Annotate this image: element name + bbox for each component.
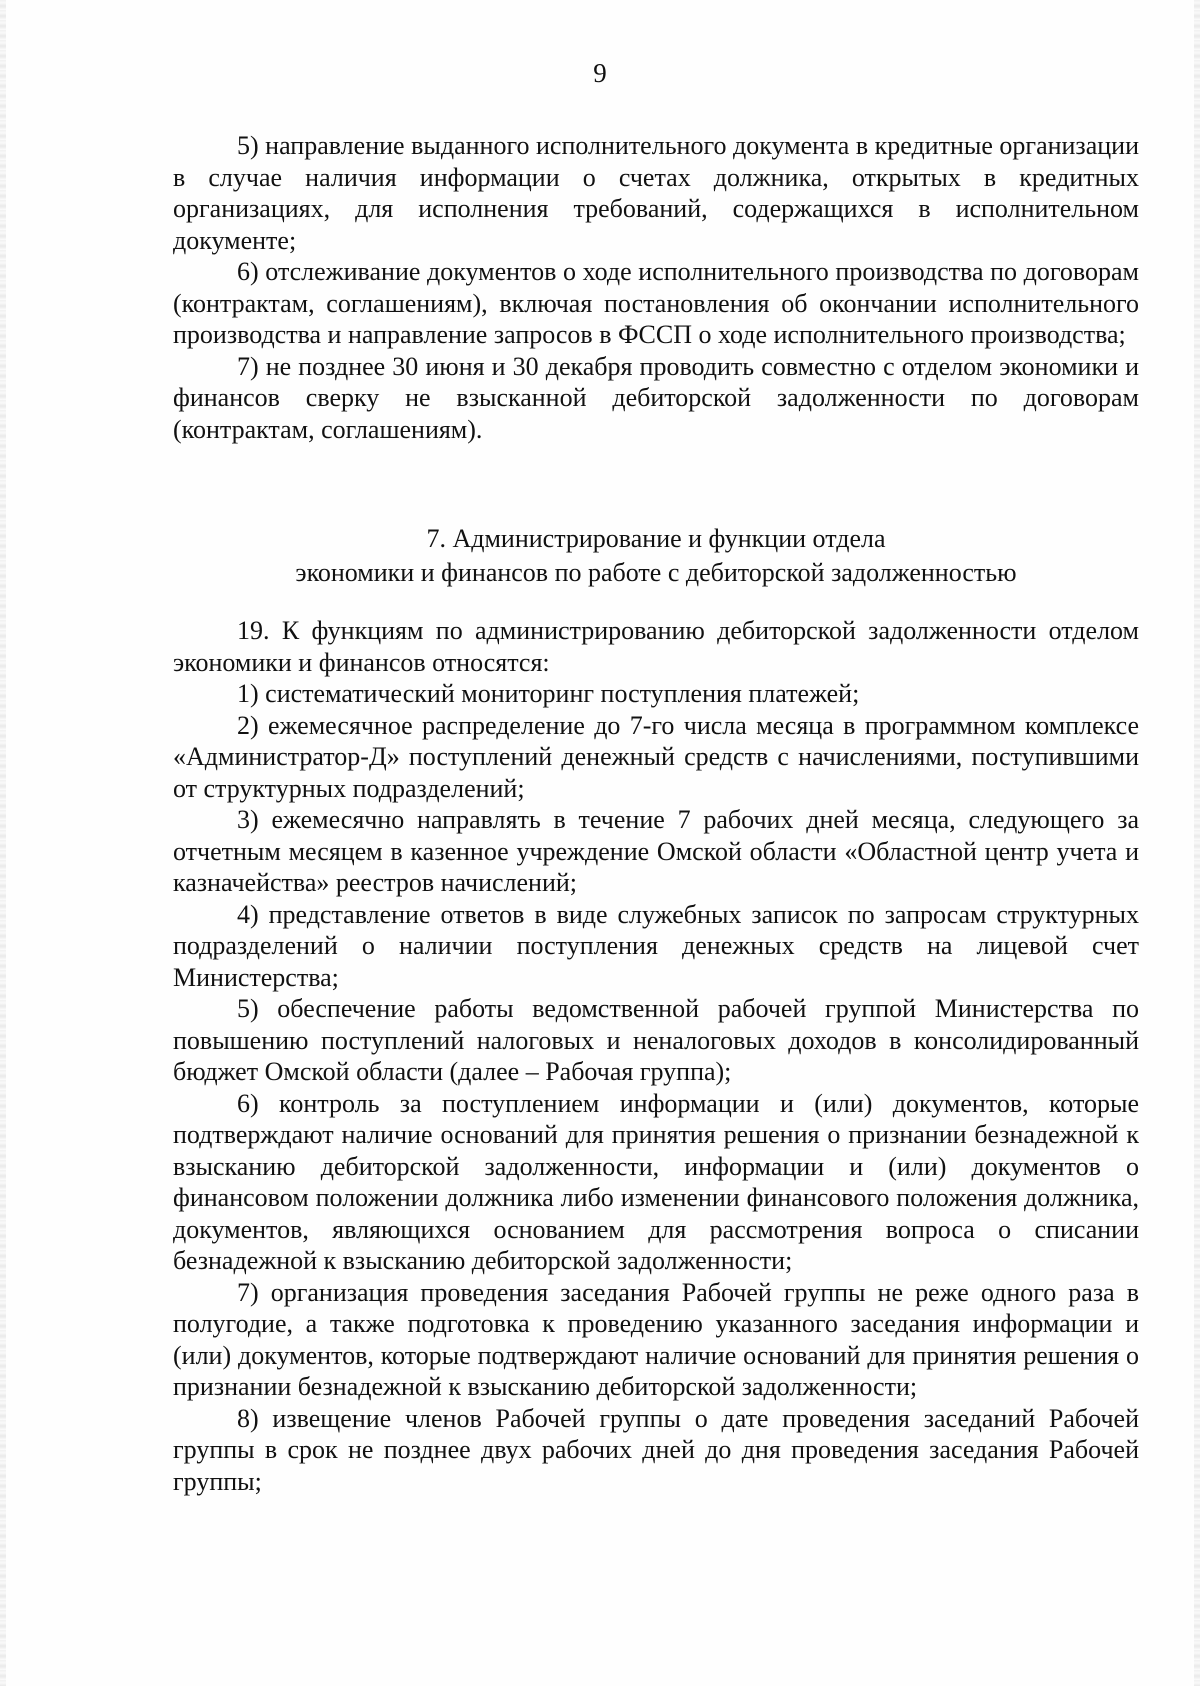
list-item: 5) направление выданного исполнительного документа в кредитные организации в случае наличия информации о счетах должника, открытых в кредитных организациях, для исполнения требований, содержащихся в исполнительном документе; — [173, 131, 1139, 255]
list-item: 6) отслеживание документов о ходе исполнительного производства по договорам (контрактам, соглашениям), включая постановления об окончании исполнительного производства и направление запросов в ФССП о ходе исполнительного производства; — [173, 257, 1139, 349]
list-item: 8) извещение членов Рабочей группы о дате проведения заседаний Рабочей группы в срок не позднее двух рабочих дней до дня проведения заседания Рабочей группы; — [173, 1403, 1139, 1496]
list-item: 7) организация проведения заседания Рабочей группы не реже одного раза в полугодие, а также подготовка к проведению указанного заседания информации и (или) документов, которые подтверждают наличие оснований для принятия решения о признании безнадежной к взысканию дебиторской задолженности; — [173, 1277, 1139, 1401]
list-item: 2) ежемесячное распределение до 7-го числа месяца в программном комплексе «Администратор-Д» поступлений денежный средств с начислениями, поступившими от структурных подразделений; — [173, 710, 1139, 803]
section-body — [173, 615, 1139, 1497]
section-heading — [173, 522, 1139, 590]
list-item: 5) обеспечение работы ведомственной рабочей группой Министерства по повышению поступлений налоговых и неналоговых доходов в консолидированный бюджет Омской области (далее – Рабочая группа); — [173, 994, 1139, 1086]
list-item: 4) представление ответов в виде служебных записок по запросам структурных подразделений о наличии поступления денежных средств на лицевой счет Министерства; — [173, 899, 1139, 992]
scan-edge-right — [1194, 0, 1200, 1686]
section-heading-line-2: экономики и финансов по работе с дебиторской задолженностью — [295, 558, 1017, 587]
clause-paragraph: 19. К функциям по администрированию дебиторской задолженности отделом экономики и финансов относятся: — [173, 616, 1139, 677]
list-item: 6) контроль за поступлением информации и (или) документов, которые подтверждают наличие оснований для принятия решения о признании безнадежной к взысканию дебиторской задолженности, информации и (или) документов о финансовом положении должника либо изменении финансового положения должника, документов, являющихся основанием для рассмотрения вопроса о списании безнадежной к взысканию дебиторской задолженности; — [173, 1088, 1139, 1275]
list-block-continued — [173, 130, 1139, 445]
list-item: 1) систематический мониторинг поступления платежей; — [237, 679, 860, 708]
list-item: 7) не позднее 30 июня и 30 декабря проводить совместно с отделом экономики и финансов сверку не взысканной дебиторской задолженности по договорам (контрактам, соглашениям). — [173, 351, 1139, 444]
list-item: 3) ежемесячно направлять в течение 7 рабочих дней месяца, следующего за отчетным месяцем в казенное учреждение Омской области «Областной центр учета и казначейства» реестров начислений; — [173, 805, 1139, 897]
section-heading-line-1: 7. Администрирование и функции отдела — [426, 524, 886, 553]
page-number: 9 — [593, 58, 607, 88]
scan-edge-left — [0, 0, 6, 1686]
